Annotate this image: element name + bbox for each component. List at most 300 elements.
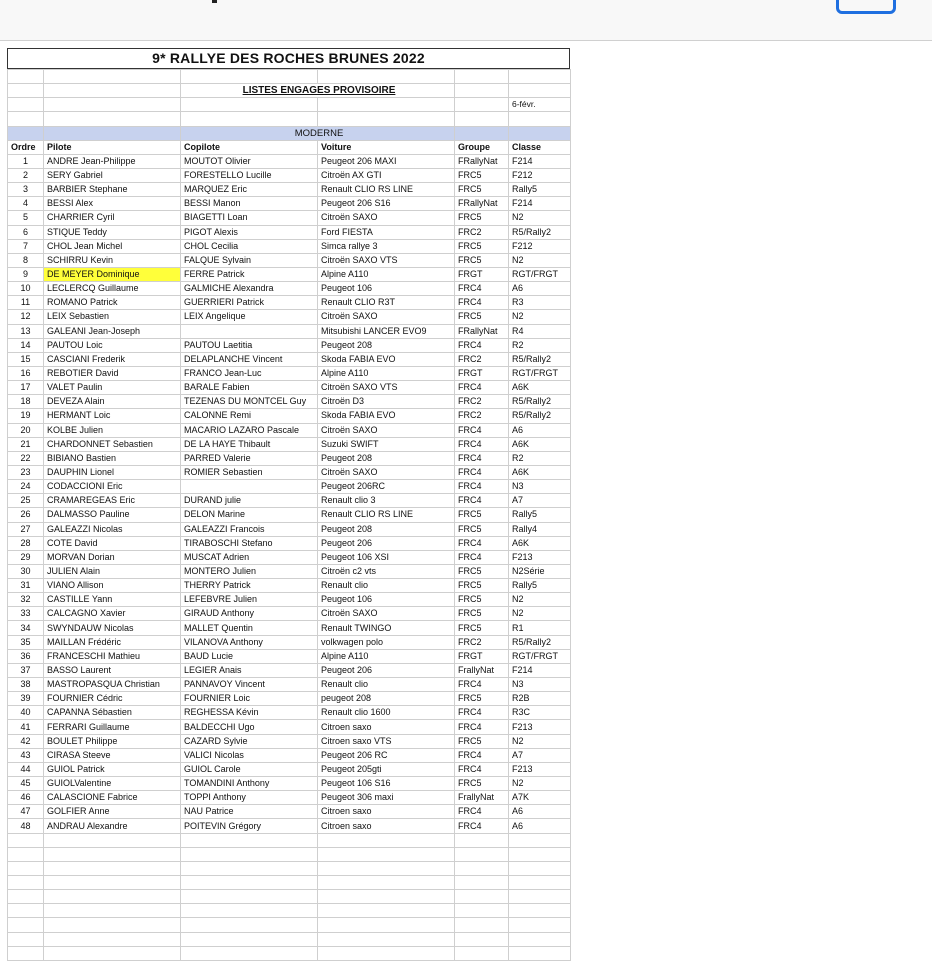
cell-pilote: KOLBE Julien <box>44 423 181 437</box>
browser-top-bar <box>0 0 932 41</box>
cell-voiture: Citroën SAXO VTS <box>318 253 455 267</box>
cell-classe: N2 <box>509 310 571 324</box>
cell-ordre: 15 <box>8 352 44 366</box>
cell-voiture: Citroën SAXO VTS <box>318 381 455 395</box>
cell-pilote: ROMANO Patrick <box>44 296 181 310</box>
cell-classe: F212 <box>509 168 571 182</box>
cell-voiture: volkwagen polo <box>318 635 455 649</box>
table-row <box>8 762 571 776</box>
table-row <box>8 310 571 324</box>
cell-groupe: FRC4 <box>455 748 509 762</box>
cell-pilote: CODACCIONI Eric <box>44 480 181 494</box>
cell-voiture: Citroen saxo <box>318 819 455 833</box>
cell-copilote: DELAPLANCHE Vincent <box>181 352 318 366</box>
cell-ordre: 42 <box>8 734 44 748</box>
cell-pilote: CALCAGNO Xavier <box>44 607 181 621</box>
cell-groupe: FRC4 <box>455 381 509 395</box>
cell-copilote: VALICI Nicolas <box>181 748 318 762</box>
cell-copilote: CHOL Cecilia <box>181 239 318 253</box>
spreadsheet <box>7 48 570 961</box>
cell-voiture: peugeot 208 <box>318 692 455 706</box>
cell-copilote: MOUTOT Olivier <box>181 154 318 168</box>
table-row <box>8 282 571 296</box>
table-row <box>8 748 571 762</box>
cell-pilote: DAUPHIN Lionel <box>44 465 181 479</box>
cell-groupe: FRC2 <box>455 352 509 366</box>
col-header-groupe: Groupe <box>455 140 509 154</box>
cell-copilote: CALONNE Remi <box>181 409 318 423</box>
cell-classe: Rally5 <box>509 508 571 522</box>
section-row <box>8 126 571 140</box>
cell-classe: A6K <box>509 437 571 451</box>
table-row <box>8 423 571 437</box>
cell-copilote: GIRAUD Anthony <box>181 607 318 621</box>
cell-groupe: FRC5 <box>455 621 509 635</box>
cell-classe: RGT/FRGT <box>509 366 571 380</box>
cell-groupe: FRC5 <box>455 593 509 607</box>
cell-ordre: 20 <box>8 423 44 437</box>
cell-ordre: 23 <box>8 465 44 479</box>
cell-copilote: FRANCO Jean-Luc <box>181 366 318 380</box>
cell-ordre: 29 <box>8 550 44 564</box>
cell-classe: R2 <box>509 451 571 465</box>
cell-ordre: 41 <box>8 720 44 734</box>
cell-copilote: BARALE Fabien <box>181 381 318 395</box>
cell-copilote: MUSCAT Adrien <box>181 550 318 564</box>
cell-copilote: MARQUEZ Eric <box>181 183 318 197</box>
table-row <box>8 706 571 720</box>
cell-voiture: Peugeot 208 <box>318 522 455 536</box>
cell-groupe: FRallyNat <box>455 154 509 168</box>
cell-copilote: FOURNIER Loic <box>181 692 318 706</box>
cell-pilote: REBOTIER David <box>44 366 181 380</box>
cell-copilote: GALMICHE Alexandra <box>181 282 318 296</box>
cell-groupe: FRC4 <box>455 550 509 564</box>
date-cell: 6-févr. <box>509 98 571 112</box>
cell-groupe: FRC4 <box>455 762 509 776</box>
table-row <box>8 663 571 677</box>
cell-groupe: FRC5 <box>455 508 509 522</box>
cell-pilote: FRANCESCHI Mathieu <box>44 649 181 663</box>
entries-table <box>7 69 571 961</box>
cell-voiture: Renault TWINGO <box>318 621 455 635</box>
cell-voiture: Renault clio <box>318 678 455 692</box>
cell-ordre: 1 <box>8 154 44 168</box>
cell-ordre: 13 <box>8 324 44 338</box>
cell-ordre: 17 <box>8 381 44 395</box>
cell-voiture: Skoda FABIA EVO <box>318 352 455 366</box>
table-row <box>8 352 571 366</box>
cell-groupe: FRC4 <box>455 819 509 833</box>
cell-ordre: 14 <box>8 338 44 352</box>
cell-groupe: FRC4 <box>455 480 509 494</box>
table-row <box>8 338 571 352</box>
cell-ordre: 2 <box>8 168 44 182</box>
toolbar-button[interactable] <box>836 0 896 14</box>
cell-ordre: 19 <box>8 409 44 423</box>
cell-pilote: MORVAN Dorian <box>44 550 181 564</box>
cell-ordre: 25 <box>8 494 44 508</box>
cell-groupe: FRC2 <box>455 635 509 649</box>
cell-ordre: 48 <box>8 819 44 833</box>
table-row <box>8 593 571 607</box>
cell-voiture: Peugeot 206RC <box>318 480 455 494</box>
cell-pilote: VALET Paulin <box>44 381 181 395</box>
table-row <box>8 465 571 479</box>
cell-pilote: ANDRAU Alexandre <box>44 819 181 833</box>
cell-groupe: FRC4 <box>455 494 509 508</box>
cell-classe: A6 <box>509 805 571 819</box>
cell-groupe: FRC4 <box>455 678 509 692</box>
cell-ordre: 7 <box>8 239 44 253</box>
empty-row <box>8 112 571 126</box>
empty-row <box>8 932 571 946</box>
cell-voiture: Citroën SAXO <box>318 211 455 225</box>
table-row <box>8 239 571 253</box>
table-row <box>8 621 571 635</box>
table-row <box>8 508 571 522</box>
cell-copilote: REGHESSA Kévin <box>181 706 318 720</box>
table-row <box>8 791 571 805</box>
cell-voiture: Citroën D3 <box>318 395 455 409</box>
cell-classe: F213 <box>509 550 571 564</box>
cell-copilote: MONTERO Julien <box>181 564 318 578</box>
cell-voiture: Citroen saxo <box>318 720 455 734</box>
cell-pilote: BOULET Philippe <box>44 734 181 748</box>
empty-row <box>8 70 571 84</box>
cell-groupe: FrallyNat <box>455 663 509 677</box>
cell-voiture: Citroën SAXO <box>318 607 455 621</box>
table-row <box>8 635 571 649</box>
cell-voiture: Peugeot 206 S16 <box>318 197 455 211</box>
table-row <box>8 734 571 748</box>
cell-voiture: Skoda FABIA EVO <box>318 409 455 423</box>
cell-voiture: Renault clio 3 <box>318 494 455 508</box>
col-header-pilote: Pilote <box>44 140 181 154</box>
cell-copilote: BIAGETTI Loan <box>181 211 318 225</box>
cell-ordre: 27 <box>8 522 44 536</box>
cell-classe: A6 <box>509 423 571 437</box>
table-row <box>8 409 571 423</box>
empty-row <box>8 861 571 875</box>
table-row <box>8 437 571 451</box>
cell-pilote: BIBIANO Bastien <box>44 451 181 465</box>
table-row <box>8 494 571 508</box>
cell-voiture: Peugeot 106 XSI <box>318 550 455 564</box>
cell-ordre: 4 <box>8 197 44 211</box>
cell-groupe: FRC5 <box>455 211 509 225</box>
table-row <box>8 451 571 465</box>
cell-copilote: MACARIO LAZARO Pascale <box>181 423 318 437</box>
col-header-copilote: Copilote <box>181 140 318 154</box>
cell-groupe: FRC5 <box>455 310 509 324</box>
table-row <box>8 649 571 663</box>
cell-pilote: GUIOLValentine <box>44 777 181 791</box>
cell-pilote: PAUTOU Loic <box>44 338 181 352</box>
cell-ordre: 3 <box>8 183 44 197</box>
empty-row <box>8 904 571 918</box>
cell-voiture: Peugeot 208 <box>318 451 455 465</box>
toolbar-fragment <box>212 0 217 3</box>
cell-classe: N2 <box>509 211 571 225</box>
cell-classe: A6 <box>509 819 571 833</box>
cell-voiture: Alpine A110 <box>318 366 455 380</box>
cell-voiture: Peugeot 106 <box>318 593 455 607</box>
cell-pilote: ANDRE Jean-Philippe <box>44 154 181 168</box>
cell-ordre: 34 <box>8 621 44 635</box>
cell-voiture: Alpine A110 <box>318 649 455 663</box>
cell-groupe: FRGT <box>455 649 509 663</box>
cell-groupe: FRC2 <box>455 395 509 409</box>
table-row <box>8 366 571 380</box>
cell-pilote: CASCIANI Frederik <box>44 352 181 366</box>
cell-copilote: DURAND julie <box>181 494 318 508</box>
cell-pilote: HERMANT Loic <box>44 409 181 423</box>
cell-copilote: LEIX Angelique <box>181 310 318 324</box>
cell-pilote: LECLERCQ Guillaume <box>44 282 181 296</box>
cell-classe: R5/Rally2 <box>509 352 571 366</box>
cell-classe: R5/Rally2 <box>509 409 571 423</box>
cell-copilote: LEFEBVRE Julien <box>181 593 318 607</box>
cell-classe: N3 <box>509 480 571 494</box>
table-row <box>8 183 571 197</box>
cell-copilote: VILANOVA Anthony <box>181 635 318 649</box>
cell-pilote: JULIEN Alain <box>44 564 181 578</box>
cell-voiture: Alpine A110 <box>318 267 455 281</box>
table-row <box>8 522 571 536</box>
cell-classe: Rally4 <box>509 522 571 536</box>
cell-copilote: PIGOT Alexis <box>181 225 318 239</box>
cell-copilote: GUERRIERI Patrick <box>181 296 318 310</box>
cell-voiture: Suzuki SWIFT <box>318 437 455 451</box>
cell-voiture: Ford FIESTA <box>318 225 455 239</box>
cell-pilote: SCHIRRU Kevin <box>44 253 181 267</box>
cell-copilote: TOPPI Anthony <box>181 791 318 805</box>
empty-row <box>8 833 571 847</box>
cell-voiture: Peugeot 206 MAXI <box>318 154 455 168</box>
cell-ordre: 16 <box>8 366 44 380</box>
cell-copilote <box>181 480 318 494</box>
cell-classe: N3 <box>509 678 571 692</box>
cell-pilote: CRAMAREGEAS Eric <box>44 494 181 508</box>
cell-classe: F212 <box>509 239 571 253</box>
cell-ordre: 37 <box>8 663 44 677</box>
cell-voiture: Peugeot 206 RC <box>318 748 455 762</box>
cell-voiture: Renault CLIO R3T <box>318 296 455 310</box>
cell-ordre: 40 <box>8 706 44 720</box>
cell-classe: F214 <box>509 663 571 677</box>
cell-classe: N2 <box>509 607 571 621</box>
cell-pilote: DE MEYER Dominique <box>44 267 181 281</box>
cell-groupe: FRC4 <box>455 437 509 451</box>
cell-groupe: FRC4 <box>455 296 509 310</box>
cell-pilote: GOLFIER Anne <box>44 805 181 819</box>
cell-voiture: Peugeot 106 <box>318 282 455 296</box>
cell-classe: N2 <box>509 734 571 748</box>
cell-ordre: 30 <box>8 564 44 578</box>
cell-classe: A6K <box>509 465 571 479</box>
cell-groupe: FRC5 <box>455 239 509 253</box>
cell-classe: R3C <box>509 706 571 720</box>
cell-voiture: Peugeot 306 maxi <box>318 791 455 805</box>
cell-voiture: Peugeot 106 S16 <box>318 777 455 791</box>
cell-groupe: FRC5 <box>455 734 509 748</box>
cell-copilote: THERRY Patrick <box>181 579 318 593</box>
cell-groupe: FRC5 <box>455 522 509 536</box>
cell-voiture: Peugeot 205gti <box>318 762 455 776</box>
table-row <box>8 154 571 168</box>
cell-classe: N2 <box>509 593 571 607</box>
cell-classe: RGT/FRGT <box>509 267 571 281</box>
table-row <box>8 253 571 267</box>
col-header-ordre: Ordre <box>8 140 44 154</box>
subtitle: LISTES ENGAGES PROVISOIRE <box>181 84 455 98</box>
cell-groupe: FRC5 <box>455 253 509 267</box>
cell-copilote <box>181 324 318 338</box>
cell-pilote: VIANO Allison <box>44 579 181 593</box>
cell-pilote: GALEAZZI Nicolas <box>44 522 181 536</box>
cell-classe: A6K <box>509 381 571 395</box>
cell-copilote: TOMANDINI Anthony <box>181 777 318 791</box>
cell-ordre: 33 <box>8 607 44 621</box>
cell-classe: R2B <box>509 692 571 706</box>
table-row <box>8 607 571 621</box>
cell-classe: A7K <box>509 791 571 805</box>
cell-pilote: SERY Gabriel <box>44 168 181 182</box>
sheet-title: 9* RALLYE DES ROCHES BRUNES 2022 <box>7 48 570 69</box>
col-header-classe: Classe <box>509 140 571 154</box>
cell-classe: R1 <box>509 621 571 635</box>
cell-pilote: SWYNDAUW Nicolas <box>44 621 181 635</box>
empty-row <box>8 890 571 904</box>
cell-groupe: FRGT <box>455 267 509 281</box>
cell-ordre: 12 <box>8 310 44 324</box>
cell-ordre: 28 <box>8 536 44 550</box>
cell-ordre: 24 <box>8 480 44 494</box>
table-row <box>8 692 571 706</box>
cell-classe: A7 <box>509 494 571 508</box>
cell-pilote: FERRARI Guillaume <box>44 720 181 734</box>
cell-voiture: Citroen saxo <box>318 805 455 819</box>
cell-voiture: Citroen saxo VTS <box>318 734 455 748</box>
cell-classe: N2Série <box>509 564 571 578</box>
empty-row <box>8 876 571 890</box>
table-row <box>8 381 571 395</box>
cell-pilote: BARBIER Stephane <box>44 183 181 197</box>
cell-copilote: DELON Marine <box>181 508 318 522</box>
cell-groupe: FRC5 <box>455 579 509 593</box>
cell-pilote: MAILLAN Frédéric <box>44 635 181 649</box>
cell-ordre: 6 <box>8 225 44 239</box>
cell-voiture: Citroën c2 vts <box>318 564 455 578</box>
cell-copilote: MALLET Quentin <box>181 621 318 635</box>
table-row <box>8 678 571 692</box>
cell-classe: F214 <box>509 197 571 211</box>
cell-voiture: Citroën AX GTI <box>318 168 455 182</box>
cell-ordre: 39 <box>8 692 44 706</box>
cell-classe: R5/Rally2 <box>509 225 571 239</box>
cell-groupe: FRC5 <box>455 564 509 578</box>
table-row <box>8 805 571 819</box>
table-row <box>8 395 571 409</box>
empty-row <box>8 946 571 960</box>
cell-voiture: Renault CLIO RS LINE <box>318 508 455 522</box>
cell-pilote: MASTROPASQUA Christian <box>44 678 181 692</box>
cell-pilote: CHOL Jean Michel <box>44 239 181 253</box>
cell-groupe: FRC5 <box>455 777 509 791</box>
cell-voiture: Citroën SAXO <box>318 465 455 479</box>
cell-classe: N2 <box>509 253 571 267</box>
cell-copilote: ROMIER Sebastien <box>181 465 318 479</box>
cell-ordre: 47 <box>8 805 44 819</box>
table-row <box>8 536 571 550</box>
cell-ordre: 44 <box>8 762 44 776</box>
cell-groupe: FRC4 <box>455 465 509 479</box>
cell-copilote: LEGIER Anais <box>181 663 318 677</box>
cell-ordre: 32 <box>8 593 44 607</box>
cell-groupe: FRallyNat <box>455 324 509 338</box>
column-header-row <box>8 140 571 154</box>
cell-pilote: LEIX Sebastien <box>44 310 181 324</box>
cell-ordre: 31 <box>8 579 44 593</box>
table-row <box>8 225 571 239</box>
cell-pilote: DEVEZA Alain <box>44 395 181 409</box>
cell-voiture: Citroën SAXO <box>318 310 455 324</box>
table-row <box>8 777 571 791</box>
cell-pilote: CHARDONNET Sebastien <box>44 437 181 451</box>
cell-ordre: 8 <box>8 253 44 267</box>
cell-groupe: FRC4 <box>455 338 509 352</box>
table-row <box>8 819 571 833</box>
cell-classe: F214 <box>509 154 571 168</box>
cell-classe: R5/Rally2 <box>509 635 571 649</box>
table-row <box>8 197 571 211</box>
cell-ordre: 9 <box>8 267 44 281</box>
cell-classe: F213 <box>509 762 571 776</box>
cell-pilote: CHARRIER Cyril <box>44 211 181 225</box>
cell-ordre: 21 <box>8 437 44 451</box>
cell-groupe: FrallyNat <box>455 791 509 805</box>
cell-pilote: STIQUE Teddy <box>44 225 181 239</box>
date-row <box>8 98 571 112</box>
table-row <box>8 267 571 281</box>
cell-ordre: 22 <box>8 451 44 465</box>
cell-groupe: FRallyNat <box>455 197 509 211</box>
cell-pilote: BASSO Laurent <box>44 663 181 677</box>
cell-ordre: 38 <box>8 678 44 692</box>
cell-groupe: FRC4 <box>455 706 509 720</box>
cell-voiture: Renault clio 1600 <box>318 706 455 720</box>
cell-copilote: FALQUE Sylvain <box>181 253 318 267</box>
table-row <box>8 211 571 225</box>
cell-groupe: FRC5 <box>455 692 509 706</box>
cell-copilote: CAZARD Sylvie <box>181 734 318 748</box>
cell-copilote: BESSI Manon <box>181 197 318 211</box>
cell-classe: Rally5 <box>509 183 571 197</box>
cell-groupe: FRC5 <box>455 607 509 621</box>
table-row <box>8 296 571 310</box>
cell-pilote: CIRASA Steeve <box>44 748 181 762</box>
cell-ordre: 35 <box>8 635 44 649</box>
cell-groupe: FRC4 <box>455 282 509 296</box>
table-row <box>8 480 571 494</box>
cell-voiture: Renault clio <box>318 579 455 593</box>
subtitle-row <box>8 84 571 98</box>
table-row <box>8 324 571 338</box>
cell-pilote: COTE David <box>44 536 181 550</box>
table-row <box>8 550 571 564</box>
cell-copilote: PARRED Valerie <box>181 451 318 465</box>
